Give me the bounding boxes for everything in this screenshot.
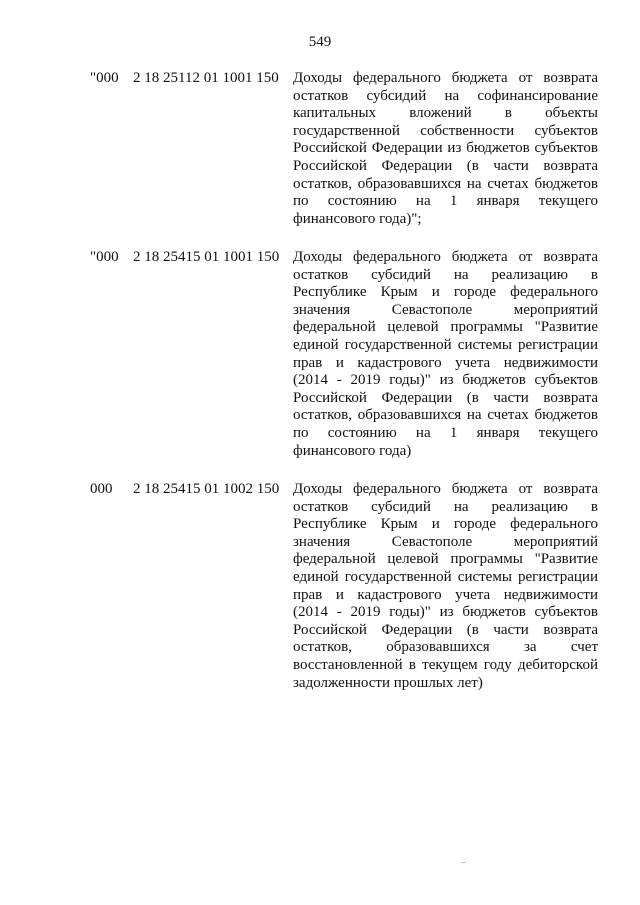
entry-budget-code: 2 18 25415 01 1002 150 xyxy=(133,481,280,497)
description-line: остатков субсидий на реализацию в xyxy=(293,498,598,515)
description-line: финансового года) xyxy=(293,442,412,459)
description-line: значения Севастополе мероприятий xyxy=(293,533,598,550)
description-line: федеральной целевой программы "Развитие xyxy=(293,319,598,336)
description-line: остатков, образовавшихся на счетах бюджетов xyxy=(293,175,598,192)
description-line: задолженности прошлых лет) xyxy=(293,674,483,691)
entry-admin-code: "000 xyxy=(90,70,119,86)
scan-speck xyxy=(461,862,466,863)
entry-budget-code: 2 18 25112 01 1001 150 xyxy=(133,70,279,86)
description-line: Российской Федерации (в части возврата xyxy=(293,389,598,406)
entry-description xyxy=(293,70,598,228)
description-line: Доходы федерального бюджета от возврата xyxy=(293,249,598,265)
description-line: прав и кадастрового учета недвижимости xyxy=(293,354,598,371)
description-line: значения Севастополе мероприятий xyxy=(293,301,598,318)
page-number: 549 xyxy=(308,34,332,50)
description-line: единой государственной системы регистрации xyxy=(293,568,598,585)
description-line: Российской Федерации из бюджетов субъектов xyxy=(293,140,598,157)
description-line: (2014 - 2019 годы)" из бюджетов субъектов xyxy=(293,604,598,621)
description-line: Республике Крым и городе федерального xyxy=(293,516,598,533)
description-line: финансового года)"; xyxy=(293,210,422,227)
entry-description xyxy=(293,481,598,692)
description-line: Доходы федерального бюджета от возврата xyxy=(293,70,598,86)
description-line: Российской Федерации (в части возврата xyxy=(293,157,598,174)
description-line: по состоянию на 1 января текущего xyxy=(293,424,598,441)
entry-admin-code: 000 xyxy=(90,481,113,497)
description-line: по состоянию на 1 января текущего xyxy=(293,193,598,210)
description-line: прав и кадастрового учета недвижимости xyxy=(293,586,598,603)
entry-admin-code: "000 xyxy=(90,249,119,265)
description-line: остатков субсидий на софинансирование xyxy=(293,87,598,104)
description-line: восстановленной в текущем году дебиторской xyxy=(293,656,598,673)
description-line: единой государственной системы регистрации xyxy=(293,336,598,353)
description-line: (2014 - 2019 годы)" из бюджетов субъектов xyxy=(293,372,598,389)
description-line: капитальных вложений в объекты xyxy=(293,105,598,122)
entry-budget-code: 2 18 25415 01 1001 150 xyxy=(133,249,280,265)
description-line: остатков, образовавшихся на счетах бюджетов xyxy=(293,407,598,424)
description-line: Доходы федерального бюджета от возврата xyxy=(293,481,598,497)
description-line: государственной собственности субъектов xyxy=(293,122,598,139)
description-line: остатков субсидий на реализацию в xyxy=(293,266,598,283)
description-line: федеральной целевой программы "Развитие xyxy=(293,551,598,568)
description-line: Российской Федерации (в части возврата xyxy=(293,621,598,638)
description-line: остатков, образовавшихся за счет xyxy=(293,639,598,656)
entry-description xyxy=(293,249,598,460)
description-line: Республике Крым и городе федерального xyxy=(293,284,598,301)
